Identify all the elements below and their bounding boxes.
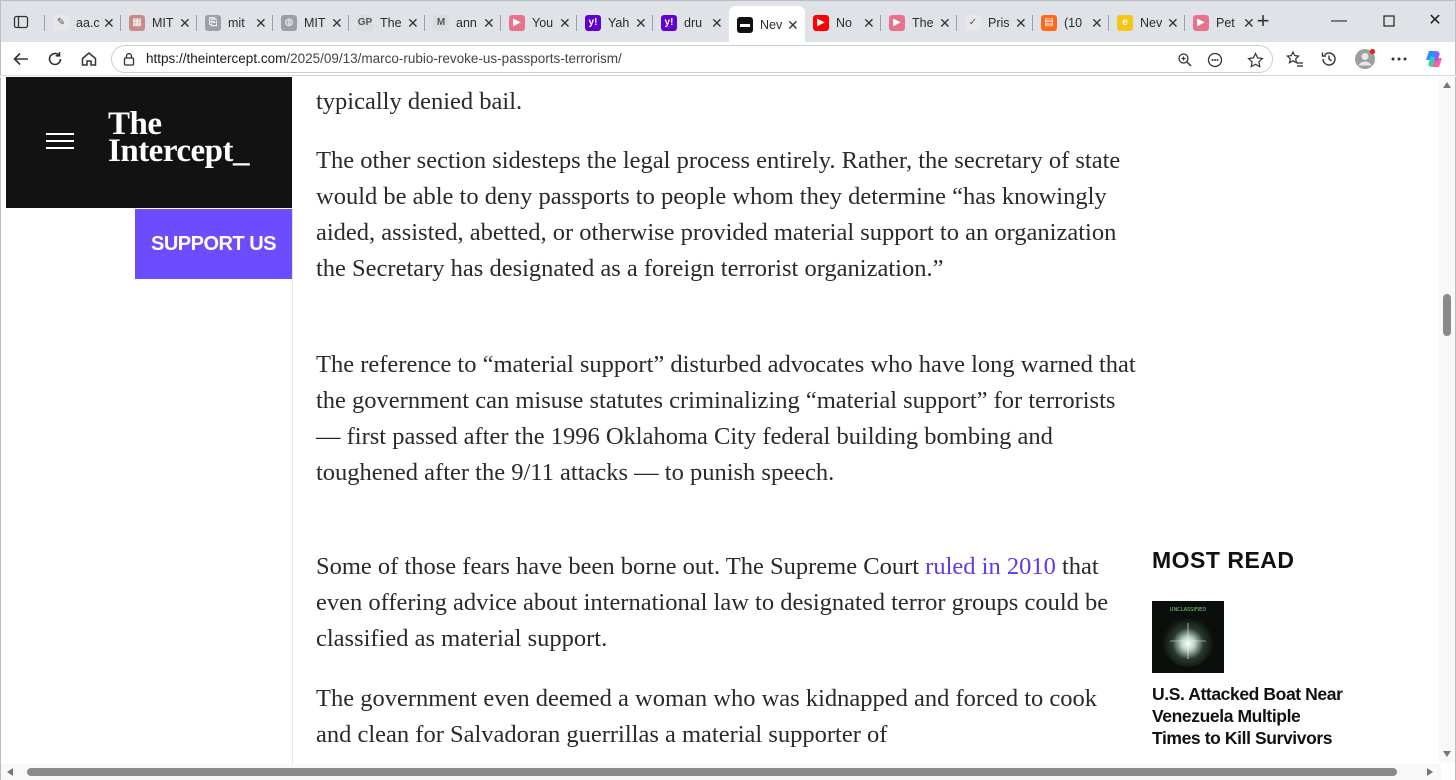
tab-title: Pet xyxy=(1216,15,1235,30)
globe-icon: ◍ xyxy=(281,15,297,31)
tab-close-icon[interactable]: ✕ xyxy=(939,14,951,31)
tab-close-icon[interactable]: ✕ xyxy=(711,14,723,31)
back-icon[interactable] xyxy=(9,47,33,71)
vertical-scrollbar[interactable] xyxy=(1439,77,1455,763)
tab-title: dru xyxy=(684,15,703,30)
tab-title: No xyxy=(836,15,852,30)
tab-close-icon[interactable]: ✕ xyxy=(863,14,875,31)
tab-title: The xyxy=(380,15,402,30)
site-header xyxy=(6,77,292,208)
browser-tab[interactable] xyxy=(1033,8,1109,37)
vertical-scroll-thumb[interactable] xyxy=(1443,294,1451,336)
tab-close-icon[interactable]: ✕ xyxy=(1167,14,1179,31)
tab-separator xyxy=(1184,15,1185,31)
browser-tab[interactable] xyxy=(121,8,197,37)
browser-tab[interactable] xyxy=(45,8,121,37)
paragraph-text: that even offering advice about international law to designated terror groups could be classified as material support. xyxy=(316,553,1109,652)
horizontal-scrollbar[interactable] xyxy=(1,764,1441,780)
tab-separator xyxy=(652,15,653,31)
scroll-down-icon[interactable] xyxy=(1443,751,1451,757)
tab-title: mit xyxy=(228,15,245,30)
tab-separator xyxy=(880,15,881,31)
stapler-icon: ✎ xyxy=(53,15,69,31)
copilot-icon[interactable] xyxy=(1422,47,1446,71)
browser-tab[interactable] xyxy=(577,8,653,37)
home-icon[interactable] xyxy=(77,47,101,71)
tab-title: Nev xyxy=(1140,15,1163,30)
tab-title: The xyxy=(912,15,934,30)
building-icon: ▦ xyxy=(129,15,145,31)
history-icon[interactable] xyxy=(1317,47,1341,71)
minimize-button[interactable]: — xyxy=(1331,12,1347,29)
browser-tab[interactable] xyxy=(957,8,1033,37)
horizontal-scroll-thumb[interactable] xyxy=(27,768,1397,776)
youtube-icon: ▶ xyxy=(1193,15,1209,31)
tab-close-icon[interactable]: ✕ xyxy=(255,14,267,31)
tab-close-icon[interactable]: ✕ xyxy=(331,14,343,31)
tab-close-icon[interactable]: ✕ xyxy=(1015,14,1027,31)
menu-icon[interactable] xyxy=(46,133,74,151)
tab-close-icon[interactable]: ✕ xyxy=(407,14,419,31)
favorites-icon[interactable] xyxy=(1283,47,1307,71)
favorite-star-icon[interactable] xyxy=(1244,49,1266,71)
article-paragraph xyxy=(316,549,1136,657)
tab-strip xyxy=(0,0,1456,42)
browser-tab[interactable] xyxy=(1185,8,1261,37)
scroll-right-icon[interactable] xyxy=(1427,768,1433,776)
tab-close-icon[interactable]: ✕ xyxy=(179,14,191,31)
tab-title: You xyxy=(532,15,554,30)
tab-title: ann xyxy=(456,15,477,30)
medium-icon: M xyxy=(433,15,449,31)
read-aloud-icon[interactable] xyxy=(1204,49,1226,71)
close-window-button[interactable]: ✕ xyxy=(1428,12,1442,29)
browser-tab[interactable] xyxy=(1109,8,1185,37)
tab-separator xyxy=(44,15,45,31)
logo-line-1: The xyxy=(108,106,162,142)
browser-tab[interactable] xyxy=(729,6,805,43)
browser-toolbar xyxy=(0,42,1456,76)
tab-title: Nev xyxy=(760,17,783,32)
scroll-left-icon[interactable] xyxy=(7,768,13,776)
tab-close-icon[interactable]: ✕ xyxy=(635,14,647,31)
refresh-icon[interactable] xyxy=(43,47,67,71)
more-options-icon[interactable] xyxy=(1387,47,1411,71)
tab-close-icon[interactable]: ✕ xyxy=(787,16,799,33)
article-paragraph: typically denied bail. xyxy=(316,88,523,115)
article-paragraph: The other section sidesteps the legal process entirely. Rather, the secretary of state would be able to deny passports to people whom they determine “has knowingly aided, assisted, abetted, or otherwise provided material support to an organization the Secretary has designated as a foreign terrorist organization.” xyxy=(316,147,1121,282)
tab-separator xyxy=(120,15,121,31)
tab-separator xyxy=(576,15,577,31)
document-icon: ⎘ xyxy=(205,15,221,31)
support-us-button[interactable]: SUPPORT US xyxy=(135,209,292,279)
tab-separator xyxy=(956,15,957,31)
url-path: /2025/09/13/marco-rubio-revoke-us-passports-terrorism/ xyxy=(286,51,622,66)
tab-close-icon[interactable]: ✕ xyxy=(1091,14,1103,31)
article-paragraph: The government even deemed a woman who was kidnapped and forced to cook and clean for Salvadoran guerrillas a material supporter of xyxy=(316,685,1098,748)
new-tab-button[interactable]: + xyxy=(1256,8,1270,33)
logo-line-2: Intercept_ xyxy=(108,133,250,169)
page-viewport xyxy=(0,77,1456,780)
browser-tab[interactable] xyxy=(349,8,425,37)
most-read-item-title[interactable]: U.S. Attacked Boat Near Venezuela Multiple Times to Kill Survivors xyxy=(1152,684,1343,748)
browser-tab[interactable] xyxy=(501,8,577,37)
paragraph-text: Some of those fears have been borne out. The Supreme Court xyxy=(316,553,926,580)
tab-close-icon[interactable]: ✕ xyxy=(103,14,115,31)
thumbnail-caption: UNCLASSIFIED xyxy=(1169,607,1207,613)
zoom-icon[interactable] xyxy=(1174,49,1196,71)
tab-separator xyxy=(1032,15,1033,31)
content-divider xyxy=(292,208,293,780)
tab-title: Pris xyxy=(988,15,1010,30)
tab-close-icon[interactable]: ✕ xyxy=(483,14,495,31)
tab-title: aa.c xyxy=(76,15,100,30)
yahoo-icon: y! xyxy=(585,15,601,31)
youtube-icon: ▶ xyxy=(889,15,905,31)
most-read-thumbnail[interactable] xyxy=(1152,601,1224,673)
tab-title: MIT xyxy=(152,15,174,30)
tab-separator xyxy=(348,15,349,31)
intercept-icon: ▬ xyxy=(737,17,753,33)
tab-separator xyxy=(196,15,197,31)
browser-tab[interactable] xyxy=(805,8,881,37)
gp-icon: GP xyxy=(357,15,373,31)
tab-close-icon[interactable]: ✕ xyxy=(559,14,571,31)
browser-tab[interactable] xyxy=(881,8,957,37)
most-read-heading: MOST READ xyxy=(1152,547,1295,573)
tab-separator xyxy=(272,15,273,31)
tab-title: Yah xyxy=(608,15,630,30)
browser-tab[interactable] xyxy=(197,8,273,37)
scroll-up-icon[interactable] xyxy=(1443,82,1451,88)
url-host: https://theintercept.com xyxy=(146,51,287,66)
article-paragraph: The reference to “material support” disturbed advocates who have long warned that the government can misuse statutes criminalizing “material support” for terrorists — first passed after the 1996 Oklahoma City federal building bombing and toughened after the 9/11 attacks — to punish speech. xyxy=(316,351,1136,486)
maximize-button[interactable] xyxy=(1377,9,1401,33)
url-text[interactable] xyxy=(146,51,622,66)
tab-title: (10 xyxy=(1064,15,1083,30)
tab-actions-icon[interactable] xyxy=(9,11,33,33)
browser-tab[interactable] xyxy=(273,8,349,37)
yahoo-icon: y! xyxy=(661,15,677,31)
profile-avatar-icon[interactable] xyxy=(1353,47,1377,71)
youtube-icon: ▶ xyxy=(509,15,525,31)
tab-separator xyxy=(1108,15,1109,31)
ruled-in-2010-link[interactable]: ruled in 2010 xyxy=(925,553,1056,580)
tab-close-icon[interactable]: ✕ xyxy=(1243,14,1255,31)
bird-icon: ✓ xyxy=(965,15,981,31)
tab-separator xyxy=(424,15,425,31)
tab-title: MIT xyxy=(304,15,326,30)
address-bar[interactable] xyxy=(111,45,1273,73)
tab-separator xyxy=(500,15,501,31)
browser-tab[interactable] xyxy=(425,8,501,37)
youtube-icon: ▶ xyxy=(813,15,829,31)
e-icon: e xyxy=(1117,15,1133,31)
site-info-icon[interactable] xyxy=(122,52,136,66)
browser-tab[interactable] xyxy=(653,8,729,37)
site-logo[interactable] xyxy=(108,106,250,169)
substack-icon: ▤ xyxy=(1041,15,1057,31)
